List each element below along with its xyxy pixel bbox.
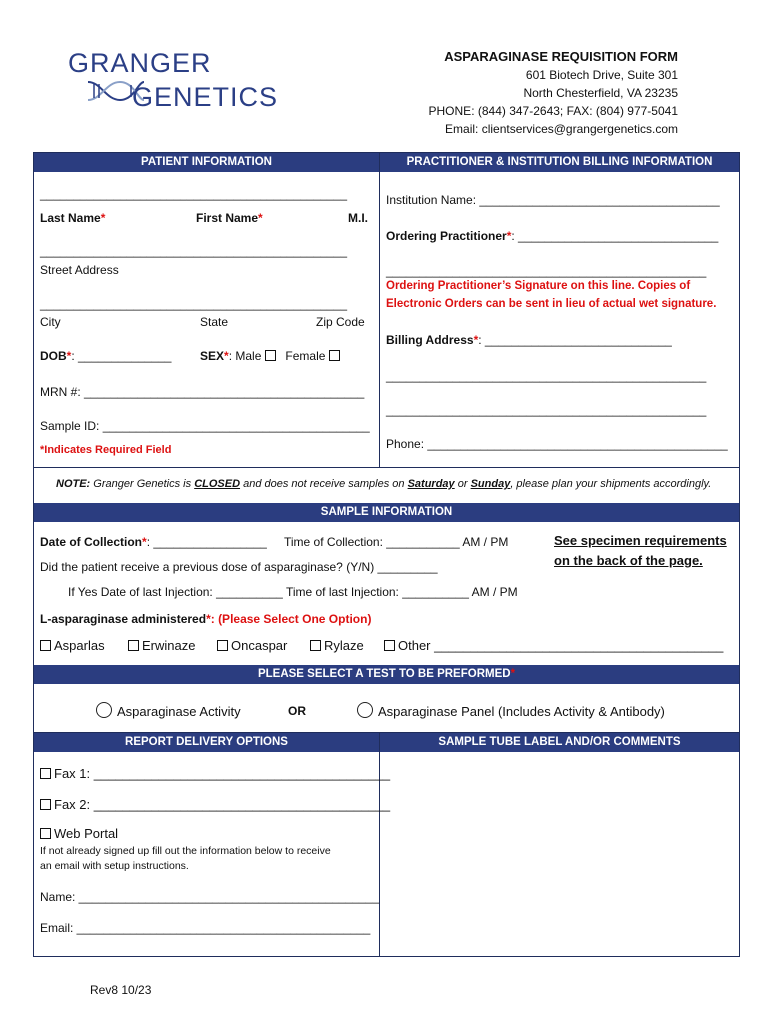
panel-radio[interactable]: [357, 702, 373, 718]
requisition-form: [33, 152, 740, 957]
lab-phone: PHONE: (844) 347-2643; FAX: (804) 977-5041: [428, 104, 678, 118]
time-of-collection-field[interactable]: Time of Collection: ___________ AM / PM: [284, 535, 509, 549]
specimen-req-note-2: on the back of the page.: [554, 553, 703, 568]
institution-name-field[interactable]: Institution Name: ____________________________________: [386, 193, 720, 207]
report-delivery-header: REPORT DELIVERY OPTIONS: [34, 733, 379, 752]
test-select-header: PLEASE SELECT A TEST TO BE PREFORMED*: [34, 665, 739, 684]
billing-line-3[interactable]: ________________________________________________: [386, 403, 707, 417]
last-injection-field[interactable]: If Yes Date of last Injection: __________ Time of last Injection: __________ AM / PM: [68, 585, 518, 599]
web-portal-note-2: an email with setup instructions.: [40, 860, 189, 872]
sample-id-field[interactable]: Sample ID: ________________________________________: [40, 419, 370, 433]
sex-field: SEX*: Male Female: [200, 349, 343, 363]
logo-line2: GENETICS: [132, 82, 279, 112]
patient-info-header: PATIENT INFORMATION: [34, 153, 379, 172]
signature-note-1: Ordering Practitioner’s Signature on this line. Copies of: [386, 280, 691, 292]
company-logo: [68, 40, 279, 115]
signature-note-2: Electronic Orders can be sent in lieu of actual wet signature.: [386, 298, 717, 310]
city-label: City: [40, 315, 61, 329]
required-field-note: *Indicates Required Field: [40, 444, 172, 456]
street-address-label: Street Address: [40, 263, 119, 277]
web-portal-note-1: If not already signed up fill out the information below to receive: [40, 845, 331, 857]
logo-line1: GRANGER: [68, 48, 212, 78]
male-checkbox[interactable]: [265, 350, 276, 361]
previous-dose-field[interactable]: Did the patient receive a previous dose of asparaginase? (Y/N) _________: [40, 560, 438, 574]
first-name-label: First Name*: [196, 211, 263, 225]
fax2-option[interactable]: Fax 2: _________________________________________: [40, 797, 390, 812]
street-field-line[interactable]: ______________________________________________: [40, 244, 347, 258]
option-oncaspar[interactable]: Oncaspar: [217, 638, 287, 653]
comments-header: SAMPLE TUBE LABEL AND/OR COMMENTS: [380, 733, 739, 752]
female-checkbox[interactable]: [329, 350, 340, 361]
option-other[interactable]: Other ________________________________________: [384, 638, 723, 653]
option-erwinaze[interactable]: Erwinaze: [128, 638, 195, 653]
lab-email: Email: clientservices@grangergenetics.com: [445, 122, 678, 136]
lab-contact-block: [429, 48, 678, 138]
form-title: ASPARAGINASE REQUISITION FORM: [444, 49, 678, 64]
fax1-option[interactable]: Fax 1: _________________________________________: [40, 766, 390, 781]
revision-label: Rev8 10/23: [90, 983, 152, 997]
test-activity-option[interactable]: Asparaginase Activity: [96, 702, 241, 719]
billing-address-field[interactable]: Billing Address*: ____________________________: [386, 333, 672, 347]
billing-line-2[interactable]: ________________________________________________: [386, 369, 707, 383]
date-of-collection-field[interactable]: Date of Collection*: _________________: [40, 535, 267, 549]
city-field-line[interactable]: ______________________________________________: [40, 297, 347, 311]
option-asparlas[interactable]: Asparlas: [40, 638, 105, 653]
phone-field[interactable]: Phone: _____________________________________________: [386, 437, 728, 451]
ordering-practitioner-field[interactable]: Ordering Practitioner*: ______________________________: [386, 229, 719, 243]
test-panel-option[interactable]: Asparaginase Panel (Includes Activity & Antibody): [357, 702, 665, 719]
name-field-line[interactable]: ______________________________________________: [40, 187, 347, 201]
state-label: State: [200, 315, 229, 329]
dob-field[interactable]: DOB*: ______________: [40, 349, 172, 363]
zip-label: Zip Code: [316, 315, 365, 329]
portal-email-field[interactable]: Email: ____________________________________________: [40, 921, 371, 935]
lab-address-line1: 601 Biotech Drive, Suite 301: [525, 68, 678, 82]
last-name-label: Last Name*: [40, 211, 106, 225]
comments-area[interactable]: [386, 757, 734, 953]
mrn-field[interactable]: MRN #: __________________________________________: [40, 385, 365, 399]
practitioner-info-header: PRACTITIONER & INSTITUTION BILLING INFORMATION: [380, 153, 739, 172]
closed-note: NOTE: Granger Genetics is CLOSED and does not receive samples on Saturday or Sunday, please plan your shipments accordingly.: [56, 478, 712, 490]
activity-radio[interactable]: [96, 702, 112, 718]
mi-label: M.I.: [348, 211, 368, 225]
lab-address-line2: North Chesterfield, VA 23235: [523, 86, 678, 100]
or-label: OR: [288, 704, 306, 718]
web-portal-option[interactable]: Web Portal: [40, 826, 118, 841]
specimen-req-note-1: See specimen requirements: [554, 533, 727, 548]
sample-info-header: SAMPLE INFORMATION: [34, 503, 739, 522]
signature-line[interactable]: ________________________________________________: [386, 264, 707, 278]
l-asparaginase-label: L-asparaginase administered*: (Please Select One Option): [40, 612, 372, 626]
portal-name-field[interactable]: Name: _____________________________________________: [40, 890, 379, 904]
option-rylaze[interactable]: Rylaze: [310, 638, 364, 653]
